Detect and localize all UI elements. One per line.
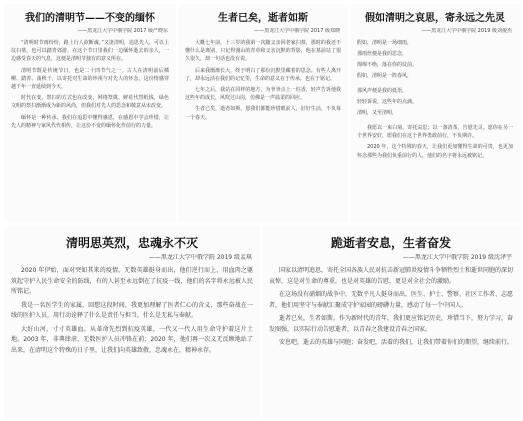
poem-line: 那雨丝便是我的思念，: [357, 51, 408, 57]
article-paragraph: 2020 年伊始，面对突如其来的疫情，无数英雄挺身而出，他们逆行而上，用血肉之躯筑起守护人民生命安全的防线，有的人甚至永远倒在了抗疫一线，他们的名字将永远被人民所铭记。: [11, 267, 253, 295]
article-title: 我们的清明节——不变的缅怀: [25, 13, 155, 24]
poem-line: 那风声便是我的低语，: [357, 88, 408, 94]
article-panel-1: [4, 4, 176, 222]
article-byline: ——黑龙江大学中俄学院 2019 级沈泽宇: [402, 254, 512, 261]
article-panel-2: [178, 4, 348, 222]
poem-line: 绵绵不绝，落在你的坟前。: [357, 62, 418, 68]
article-body: [11, 266, 253, 356]
poem-line: 假如，清明是一场细雨，: [357, 40, 413, 46]
article-paragraph: 清明节既是传统节日，也是二十四节气之一。古人在清明前后插柳、踏青、荡秋千，以寄托对生命的珍视与对先人的怀念，这份情感穿越千年一直延续到今天。: [11, 67, 169, 91]
article-byline: ——黑龙江大学中俄学院 2019 级刘俊杰: [421, 28, 512, 34]
article-paragraph: 在这场没有硝烟的战争中，无数平凡人挺身而出，医生、护士、警察、社区工作者、志愿者，他们用坚守与奉献汇聚成守护家园的磅礴力量，感动了每一个中国人。: [269, 291, 514, 309]
poem-line: 清明，又至清明，: [357, 110, 398, 116]
article-byline: ——黑龙江大学中俄学院 2017 级严晓东: [77, 28, 168, 34]
poem-line: 假如，清明是一阵春风，: [357, 73, 413, 79]
article-title: 清明思英烈，忠魂永不灭: [65, 236, 198, 250]
article-paragraph: 大好山河，寸寸英雄血。从革命先烈到抗疫英雄，一代又一代人用生命守护着这片土地。2003 年，非典肆虐，无数医护人员冲锋在前；2020 年，他们再一次义无反顾地站了出来，在清明这个特殊的日子里，让我们向英雄致敬，忠魂永在，精神永存。: [11, 325, 253, 354]
article-paragraph: 时代在变，祭扫的方式也在改变，网络祭奠、鲜花代替纸钱，绿色文明的祭扫渐渐成为新的风尚，但我们对先人的思念和敬意从未改变。: [11, 95, 169, 110]
article-panel-4: [4, 226, 260, 418]
article-paragraph: 我愿以一束白菊，寄托哀思；以一盏清茶，告慰先灵。愿你在另一个世界安好，愿我们在这个世界勇敢前行，不负期许。: [357, 125, 513, 140]
article-panel-3: [350, 4, 520, 222]
article-paragraph: “清明时节雨纷纷，路上行人欲断魂。”又逢清明，追思先人，可以上坟扫墓，也可以踏青郊游，在这个节日里我们一边缅怀逝去的亲人，一边感受春天的气息，这便是清明节独有的意义所在。: [11, 40, 169, 63]
article-body: [11, 39, 169, 130]
article-byline: ——黑龙江大学中俄学院 2017 级郑晓: [254, 28, 340, 34]
article-paragraph: 七年之后，我站在同样的地方，为爷爷点上一炷香，轻声告诉他我这些年的成长，风吹过山岗，仿佛是一声温柔的回应。: [185, 87, 341, 102]
article-body: [185, 39, 341, 122]
article-byline: ——黑龙江大学中俄学院 2019 级孟琪: [148, 254, 252, 261]
article-title: 假如清明之哀思，寄永远之先灵: [365, 13, 505, 24]
article-paragraph: 缅怀是一种传承。我们在追思中懂得感恩，在感恩中学会珍惜，让先人的精神与家风代代相传，让这份不变的缅怀化作前行的力量。: [11, 114, 169, 129]
article-paragraph: 安息吧，逝去的英雄与同胞；奋发吧，活着的我们，让我们带着你们的期望，继续前行。: [279, 339, 514, 346]
article-paragraph: 大概七年前，十三岁的我第一次随父亲回老家扫墓，那时的我还不懂什么是离别，只记得漫山的青草和父亲沉默的背影，他在墓前站了很久很久，却一句话也没有说。: [185, 40, 341, 63]
article-title: 跪逝者安息，生者奋发: [330, 236, 451, 250]
article-paragraph: 逝者已矣，生者如斯。作为新时代的青年，我们更应铭记历史，珍惜当下，努力学习，奋发图强，以实际行动告慰逝者，以青春之我建设青春之国家。: [269, 315, 514, 333]
article-panel-5: [262, 226, 520, 418]
article-title: 生者已矣，逝者如斯: [218, 13, 308, 24]
article-paragraph: 2020 年，这个特殊的春天，让我们更加懂得生命的可贵，也更加怀念那些为我们负重前行的人，他们的名字将永远被铭记。: [357, 144, 513, 159]
poem-line: 轻轻诉说，这些年的点滴。: [357, 99, 418, 105]
article-paragraph: 生者已矣，逝者如斯，愿我们都能珍惜眼前人，好好生活，不负每一个春天。: [185, 106, 341, 121]
article-body: [357, 39, 513, 160]
article-paragraph: 后来我渐渐长大，终于明白了那份沉默里藏着的思念。有些人离开了，却永远活在我们的记忆里，生命的意义在于传承，也在于铭记。: [185, 67, 341, 82]
article-paragraph: 国家以清明追思，寄托全国各族人民对抗击新冠肺炎疫情斗争牺牲烈士和逝世同胞的深切哀悼，这是对生命的尊重，也是对英雄的告慰，更是对全社会的激励。: [269, 267, 514, 285]
article-paragraph: 我是一名医学生的家属，回想这段时间，我更加理解了医者仁心的含义，那些奋战在一线的医护人员，用行动诠释了什么是责任与担当，什么是无私与奉献。: [11, 301, 253, 319]
article-body: [269, 266, 513, 349]
